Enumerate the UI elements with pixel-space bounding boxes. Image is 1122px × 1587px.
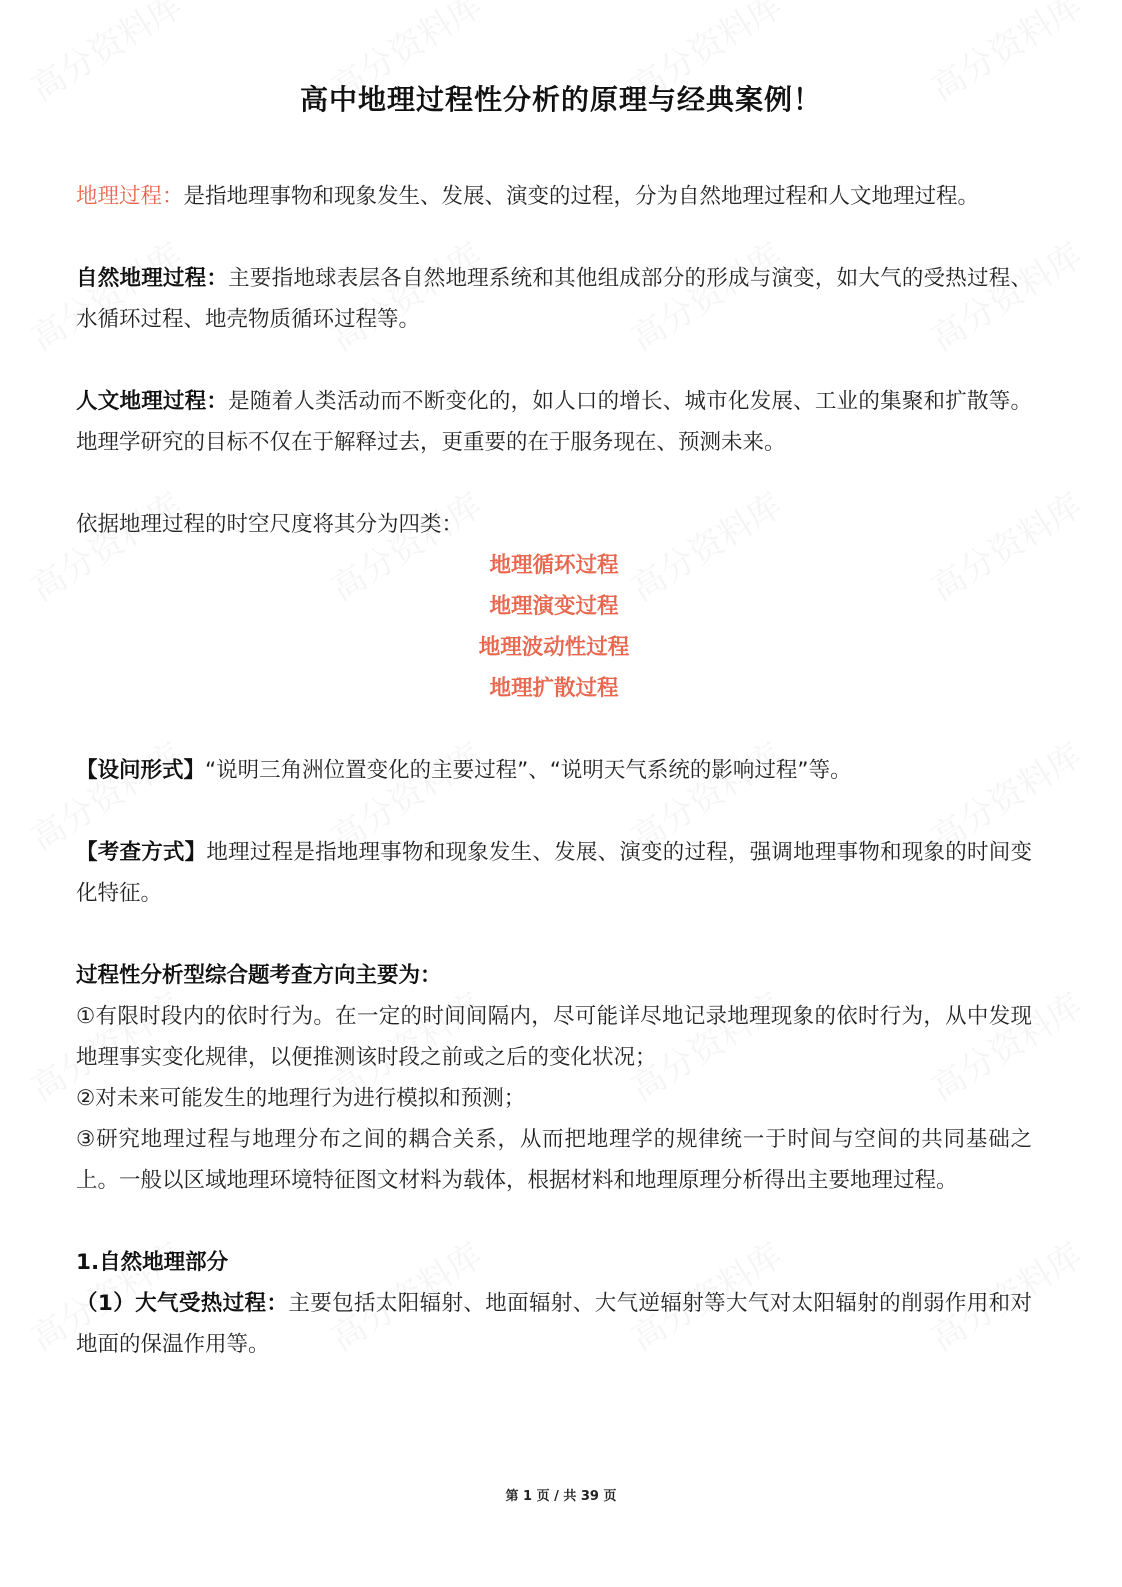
category-item: 地理波动性过程 bbox=[478, 635, 630, 660]
paragraph-text: 主要包括太阳辐射、地面辐射、大气逆辐射等大气对太阳辐射的削弱作用和对地面的保温作用等。 bbox=[76, 1291, 1032, 1357]
term-label: 地理过程： bbox=[76, 184, 184, 209]
paragraph-natural-process bbox=[76, 258, 1032, 340]
paragraph-text: “说明三角洲位置变化的主要过程”、“说明天气系统的影响过程”等。 bbox=[205, 758, 852, 783]
paragraph-classification: 依据地理过程的时空尺度将其分为四类： bbox=[76, 512, 464, 537]
term-label: 【设问形式】 bbox=[76, 758, 206, 783]
category-item: 地理循环过程 bbox=[489, 553, 619, 578]
term-label: （1）大气受热过程： bbox=[76, 1291, 289, 1316]
paragraph-text: 是随着人类活动而不断变化的，如人口的增长、城市化发展、工业的集聚和扩散等。地理学研究的目标不仅在于解释过去，更重要的在于服务现在、预测未来。 bbox=[76, 389, 1032, 455]
paragraph-text: 主要指地球表层各自然地理系统和其他组成部分的形成与演变，如大气的受热过程、水循环过程、地壳物质循环过程等。 bbox=[76, 266, 1032, 332]
paragraph-atmosphere-heating bbox=[76, 1283, 1032, 1365]
paragraph-text: 地理过程是指地理事物和现象发生、发展、演变的过程，强调地理事物和现象的时间变化特征。 bbox=[76, 840, 1032, 906]
exam-direction-item: ③研究地理过程与地理分布之间的耦合关系，从而把地理学的规律统一于时间与空间的共同基础之上。一般以区域地理环境特征图文材料为载体，根据材料和地理原理分析得出主要地理过程。 bbox=[76, 1127, 1032, 1193]
term-label: 【考查方式】 bbox=[76, 840, 207, 865]
exam-direction-item: ①有限时段内的依时行为。在一定的时间间隔内，尽可能详尽地记录地理现象的依时行为，从中发现地理事实变化规律，以便推测该时段之前或之后的变化状况； bbox=[76, 1004, 1032, 1070]
term-label: 人文地理过程： bbox=[76, 389, 229, 414]
term-label: 自然地理过程： bbox=[76, 266, 229, 291]
paragraph-geo-process bbox=[76, 176, 1032, 217]
page-footer: 第 1 页 / 共 39 页 bbox=[505, 1489, 617, 1504]
document-body bbox=[76, 176, 1032, 1365]
exam-direction-heading: 过程性分析型综合题考查方向主要为： bbox=[76, 963, 442, 988]
paragraph-exam-method bbox=[76, 832, 1032, 914]
paragraph-text: 是指地理事物和现象发生、发展、演变的过程，分为自然地理过程和人文地理过程。 bbox=[183, 184, 980, 209]
exam-direction-item: ②对未来可能发生的地理行为进行模拟和预测； bbox=[76, 1086, 526, 1111]
section-heading: 1.自然地理部分 bbox=[76, 1250, 229, 1275]
page-title: 高中地理过程性分析的原理与经典案例！ bbox=[299, 83, 822, 116]
category-item: 地理扩散过程 bbox=[489, 676, 619, 701]
paragraph-question-form bbox=[76, 750, 1032, 791]
category-item: 地理演变过程 bbox=[489, 594, 619, 619]
paragraph-human-process bbox=[76, 381, 1032, 463]
